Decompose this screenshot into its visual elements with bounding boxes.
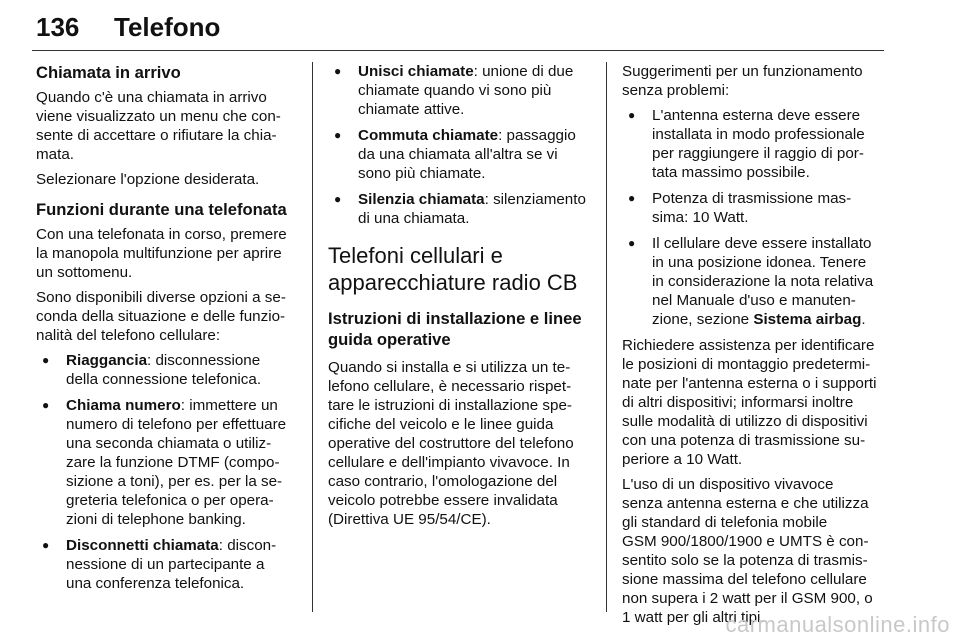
- section-title: Telefoni cellulari e apparecchiature radio CB: [328, 243, 578, 295]
- list-text: : immettere un numero di telefono per effettuare una seconda chiamata o utiliz- zare la funzione DTMF (compo- sizione a toni), per es. per la se- greteria telefonica o per opera- zioni di telephone banking.: [66, 397, 287, 528]
- list-item: [328, 62, 592, 119]
- tips-list: [622, 106, 890, 329]
- list-term: Commuta chiamate: [358, 127, 499, 144]
- list-text: : unione di due chiamate quando vi sono più chiamate attive.: [358, 63, 574, 118]
- list-text-tail: .: [861, 311, 866, 328]
- paragraph: Selezionare l'opzione desiderata.: [36, 171, 260, 188]
- list-term: Disconnetti chiamata: [66, 537, 219, 554]
- column-2: [328, 62, 592, 535]
- column-divider: [606, 62, 607, 612]
- list-term: Riaggancia: [66, 352, 148, 369]
- column-1: [36, 62, 298, 600]
- paragraph: L'uso di un dispositivo vivavoce senza antenna esterna e che utilizza gli standard di telefonia mobile GSM 900/1800/1900 e UMTS è con- sentito solo se la potenza di trasmis- sione massima del telefono cellulare non supera i 2 watt per il GSM 900, o 1 watt per gli altri tipi.: [622, 476, 873, 626]
- header-rule: [32, 50, 884, 51]
- list-text: L'antenna esterna deve essere installata in modo professionale per raggiungere il raggio di por- tata massimo possibile.: [652, 107, 865, 181]
- list-text: : passaggio da una chiamata all'altra se vi sono più chiamate.: [358, 127, 576, 182]
- paragraph: Quando c'è una chiamata in arrivo viene visualizzato un menu che con- sente di accettare o rifiutare la chia- mata.: [36, 89, 281, 163]
- list-item: [36, 351, 298, 389]
- list-item: [36, 536, 298, 593]
- column-3: [622, 62, 890, 633]
- list-text: Potenza di trasmissione mas- sima: 10 Watt.: [652, 190, 852, 226]
- page-number: 136: [36, 12, 80, 42]
- list-item: [622, 234, 890, 329]
- list-text: Il cellulare deve essere installato in una posizione idonea. Tenere in considerazione la nota relativa nel Manuale d'uso e manuten- zione, sezione: [652, 235, 874, 328]
- options-list: [328, 62, 592, 228]
- list-text: : silenziamento di una chiamata.: [358, 191, 586, 227]
- heading-chiamata-in-arrivo: Chiamata in arrivo: [36, 63, 181, 82]
- heading-funzioni-telefonata: Funzioni durante una telefonata: [36, 200, 287, 219]
- list-item: [622, 189, 890, 227]
- airbag-reference: Sistema airbag: [753, 311, 862, 328]
- paragraph: Sono disponibili diverse opzioni a se- conda della situazione e delle funzio- nalità del telefono cellulare:: [36, 289, 286, 344]
- paragraph: Quando si installa e si utilizza un te- lefono cellulare, è necessario rispet- tare le istruzioni di installazione spe- cifiche del veicolo e le linee guida operative del costruttore del telefono cellulare e dell'impianto vivavoce. In caso contrario, l'omologazione del veicolo potrebbe essere invalidata (Direttiva UE 95/54/CE).: [328, 359, 574, 528]
- options-list: [36, 351, 298, 593]
- list-term: Silenzia chiamata: [358, 191, 485, 208]
- paragraph: Richiedere assistenza per identificare le posizioni di montaggio predetermi- nate per l'antenna esterna o i supporti di altri dispositivi; informarsi inoltre sulle modalità di utilizzo di dispositivi con una potenza di trasmissione su- periore a 10 Watt.: [622, 337, 877, 468]
- list-term: Unisci chiamate: [358, 63, 474, 80]
- page-header: [32, 4, 884, 52]
- list-text: : discon- nessione di un partecipante a una conferenza telefonica.: [66, 537, 277, 592]
- watermark: carmanualsonline.info: [725, 612, 950, 637]
- list-item: [622, 106, 890, 182]
- list-item: [36, 396, 298, 529]
- paragraph: Con una telefonata in corso, premere la manopola multifunzione per aprire un sottomenu.: [36, 226, 287, 281]
- list-item: [328, 126, 592, 183]
- heading-istruzioni-installazione: Istruzioni di installazione e linee guida operative: [328, 309, 582, 349]
- list-term: Chiama numero: [66, 397, 181, 414]
- chapter-title: Telefono: [114, 12, 221, 42]
- list-item: [328, 190, 592, 228]
- column-divider: [312, 62, 313, 612]
- list-text: : disconnessione della connessione telefonica.: [66, 352, 262, 388]
- paragraph: Suggerimenti per un funzionamento senza problemi:: [622, 63, 863, 99]
